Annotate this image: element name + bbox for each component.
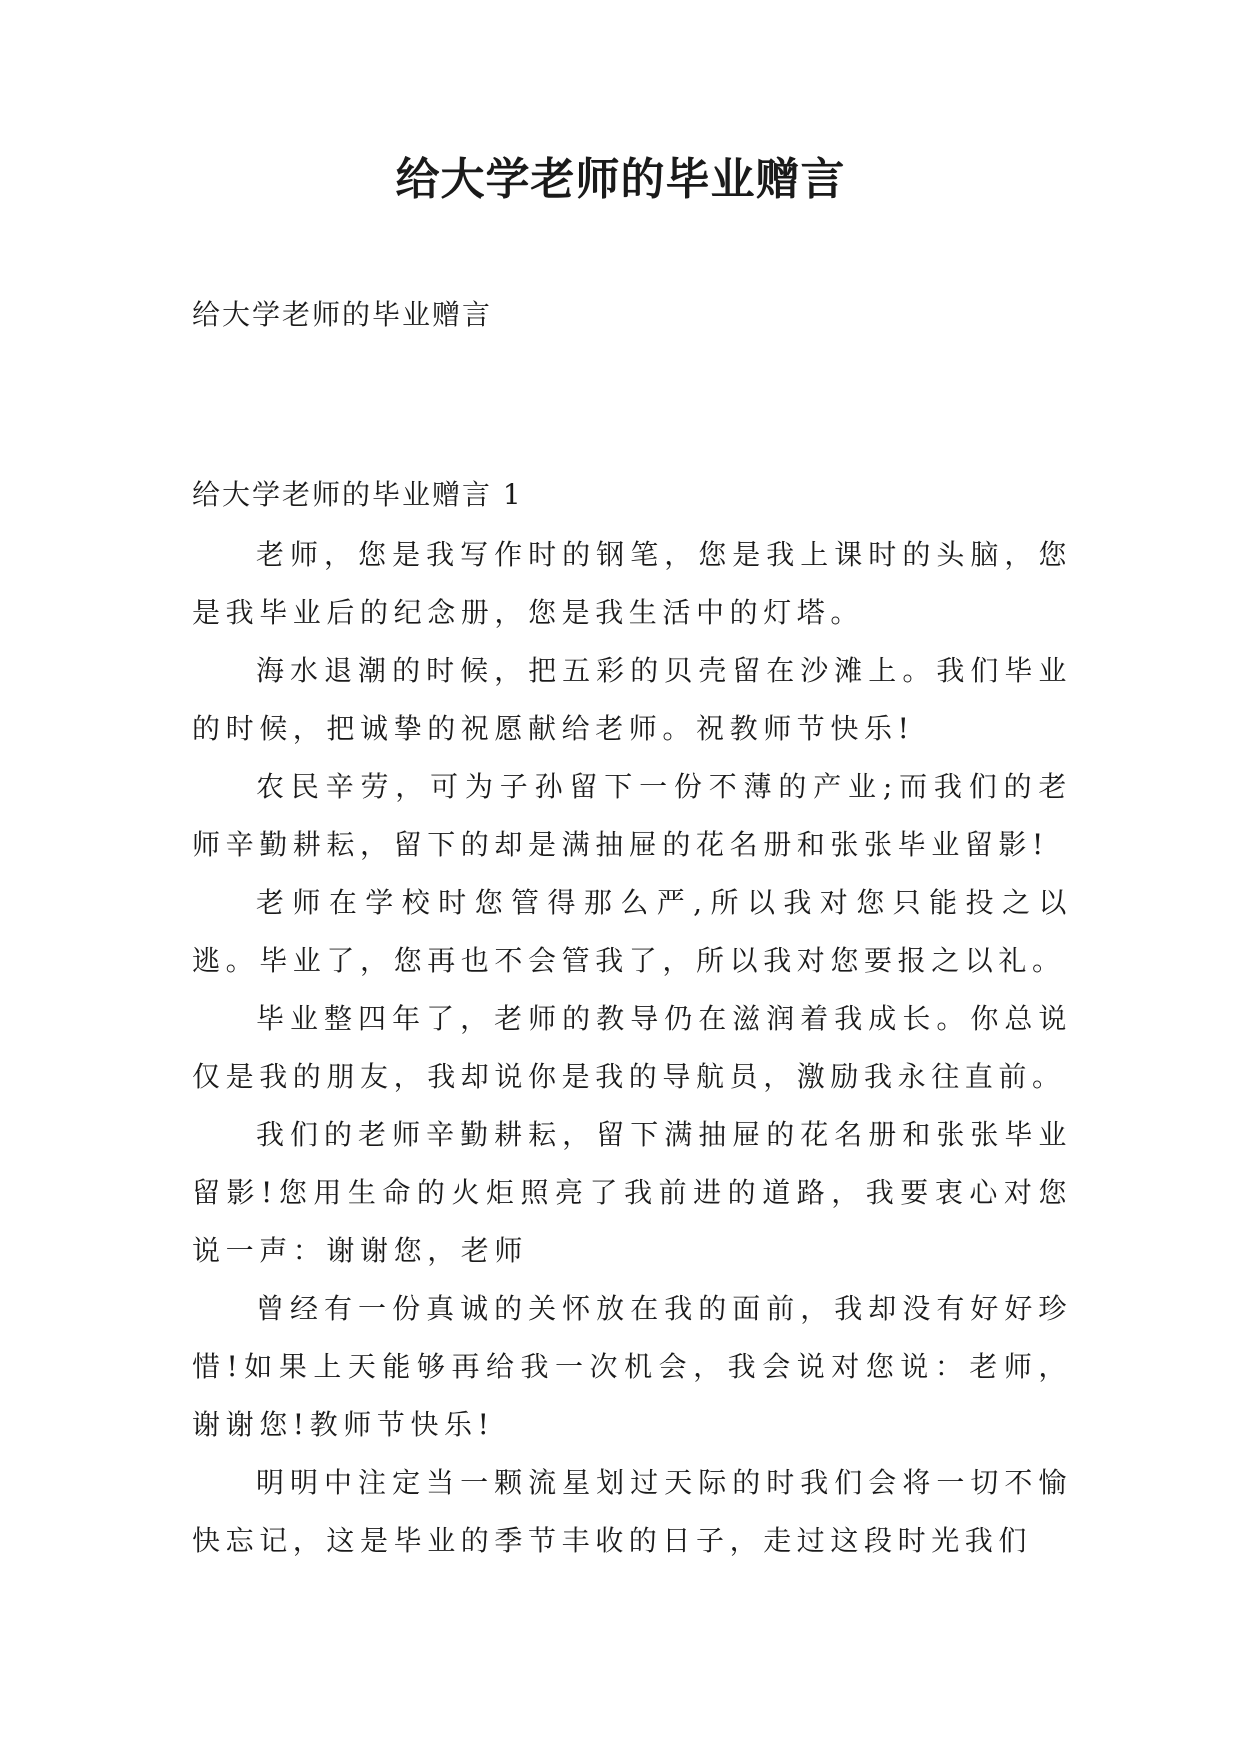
paragraph: 我们的老师辛勤耕耘，留下满抽屉的花名册和张张毕业留影!您用生命的火炬照亮了我前进的道路，我要衷心对您说一声：谢谢您，老师 bbox=[192, 1118, 1072, 1267]
document-body bbox=[192, 526, 1072, 1570]
paragraph: 明明中注定当一颗流星划过天际的时我们会将一切不愉快忘记，这是毕业的季节丰收的日子，走过这段时光我们 bbox=[192, 1466, 1072, 1557]
paragraph: 农民辛劳，可为子孙留下一份不薄的产业;而我们的老师辛勤耕耘，留下的却是满抽屉的花名册和张张毕业留影! bbox=[192, 770, 1072, 861]
paragraph: 老师在学校时您管得那么严,所以我对您只能投之以逃。毕业了，您再也不会管我了，所以我对您要报之以礼。 bbox=[192, 886, 1072, 977]
paragraph: 老师，您是我写作时的钢笔，您是我上课时的头脑，您是我毕业后的纪念册，您是我生活中的灯塔。 bbox=[192, 538, 1072, 629]
paragraph: 毕业整四年了，老师的教导仍在滋润着我成长。你总说仅是我的朋友，我却说你是我的导航员，激励我永往直前。 bbox=[192, 1002, 1072, 1093]
document-title: 给大学老师的毕业赠言 bbox=[395, 154, 846, 205]
paragraph: 海水退潮的时候，把五彩的贝壳留在沙滩上。我们毕业的时候，把诚挚的祝愿献给老师。祝教师节快乐! bbox=[192, 654, 1072, 745]
paragraph: 曾经有一份真诚的关怀放在我的面前，我却没有好好珍惜!如果上天能够再给我一次机会，我会说对您说：老师，谢谢您!教师节快乐! bbox=[192, 1292, 1072, 1441]
section-heading: 给大学老师的毕业赠言 1 bbox=[192, 478, 523, 511]
document-subtitle: 给大学老师的毕业赠言 bbox=[192, 298, 493, 331]
